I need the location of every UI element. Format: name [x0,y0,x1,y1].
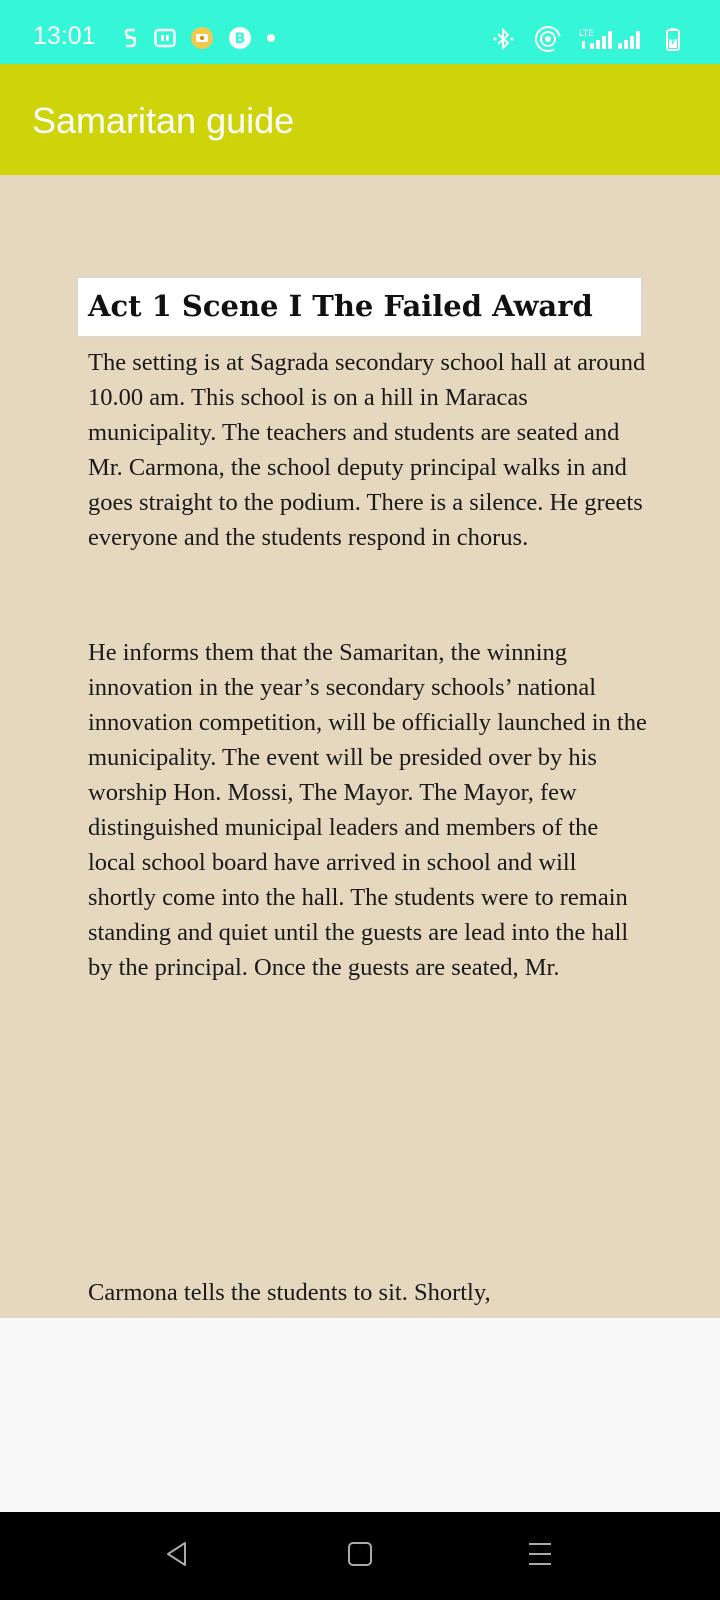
back-icon [163,1540,191,1572]
status-icons-right [476,25,680,53]
paragraph-2: He informs them that the Samaritan, the winning innovation in the year’s secondary schools’ national innovation competition, will be officially launched in the municipality. The event will be presided over by his worship Hon. Mossi, The Mayor. The Mayor, few distinguished municipal leaders and members of the local school board have arrived in school and will shortly come into the hall. The students were to remain standing and quiet until the guests are lead into the hall by the principal. Once the guests are seated, Mr. [88,639,647,981]
blank-area [0,1318,720,1512]
navigation-bar [0,1512,720,1600]
paragraph-1: The setting is at Sagrada secondary school hall at around 10.00 am. This school is on a hill in Maracas municipality. The teachers and students are seated and Mr. Carmona, the school deputy principal walks in and goes straight to the podium. There is a silence. He greets everyone and the students respond in chorus. [88,349,646,551]
signal-icon [578,27,650,51]
home-button[interactable] [338,1534,382,1578]
card-icon [154,28,176,48]
battery-icon [666,27,680,51]
status-icons-left [122,26,290,50]
scene-heading: Act 1 Scene I The Failed Award [88,289,593,323]
document-page[interactable] [0,175,720,1318]
sim-icon [122,27,140,49]
app-bar [0,64,720,175]
notification-icon [190,26,214,50]
status-time: 13:01 [33,22,96,50]
app-title: Samaritan guide [32,100,295,141]
status-bar [0,0,720,64]
back-button[interactable] [155,1534,199,1578]
svg-text:B: B [234,31,246,47]
hotspot-icon [534,25,562,53]
b-icon [228,26,252,50]
scene-heading-box [77,277,642,337]
network-label: LTE [579,29,594,39]
bluetooth-icon [492,27,518,51]
paragraph-3: Carmona tells the students to sit. Shortly, [88,1279,491,1306]
menu-button[interactable] [518,1534,562,1578]
home-icon [346,1540,374,1572]
dot-icon [266,33,276,43]
menu-icon [526,1540,554,1572]
